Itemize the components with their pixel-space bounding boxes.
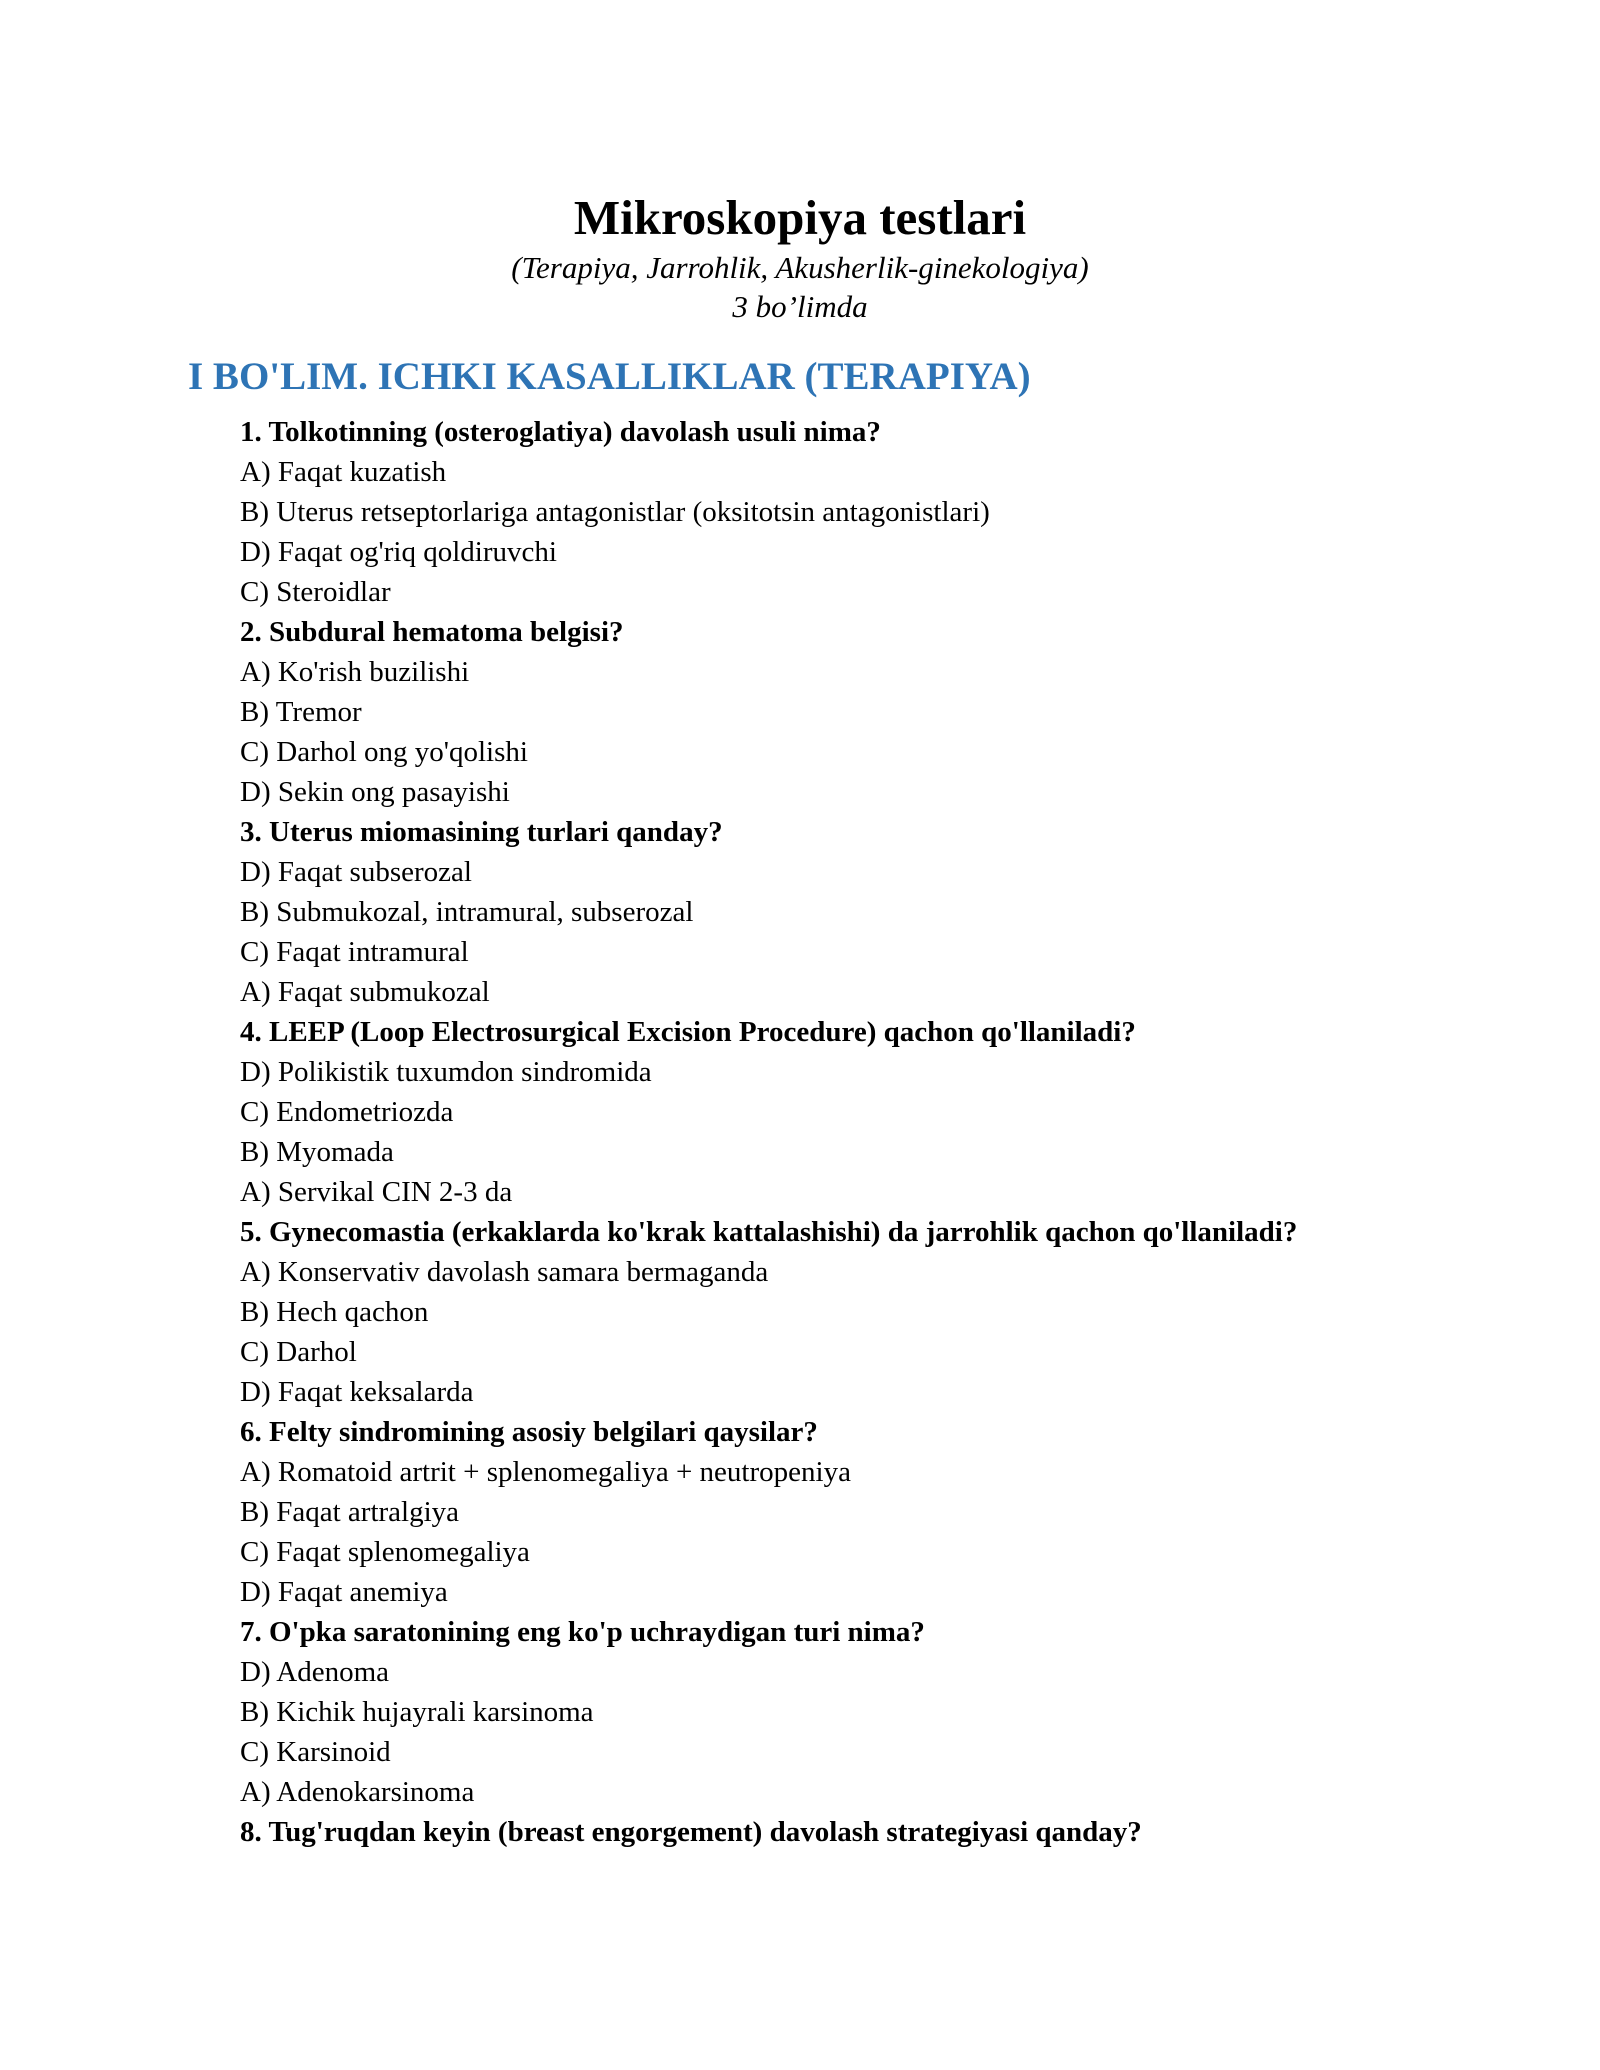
answer-option: C) Steroidlar (240, 576, 391, 608)
document-section-count: 3 bo’limda (732, 289, 868, 324)
answer-option: B) Myomada (240, 1136, 394, 1168)
answer-option: D) Polikistik tuxumdon sindromida (240, 1056, 652, 1088)
answer-option: D) Adenoma (240, 1656, 389, 1688)
answer-option: B) Submukozal, intramural, subserozal (240, 896, 694, 928)
answer-option: B) Tremor (240, 696, 362, 728)
question-list (240, 412, 1540, 1852)
question-text: 6. Felty sindromining asosiy belgilari qaysilar? (240, 1416, 818, 1448)
answer-option: B) Kichik hujayrali karsinoma (240, 1696, 594, 1728)
question-text: 8. Tug'ruqdan keyin (breast engorgement) davolash strategiyasi qanday? (240, 1816, 1142, 1848)
answer-option: D) Faqat keksalarda (240, 1376, 474, 1408)
document-subtitle: (Terapiya, Jarrohlik, Akusherlik-ginekologiya) (511, 250, 1089, 285)
answer-option: C) Faqat splenomegaliya (240, 1536, 530, 1568)
section-heading: I BO'LIM. ICHKI KASALLIKLAR (TERAPIYA) (188, 355, 1031, 398)
answer-option: C) Karsinoid (240, 1736, 391, 1768)
answer-option: A) Romatoid artrit + splenomegaliya + neutropeniya (240, 1456, 851, 1488)
question-text: 5. Gynecomastia (erkaklarda ko'krak kattalashishi) da jarrohlik qachon qo'llaniladi? (240, 1216, 1298, 1248)
answer-option: B) Faqat artralgiya (240, 1496, 460, 1528)
question-text: 3. Uterus miomasining turlari qanday? (240, 816, 723, 848)
answer-option: A) Ko'rish buzilishi (240, 656, 470, 688)
answer-option: C) Darhol (240, 1336, 357, 1368)
answer-option: C) Faqat intramural (240, 936, 469, 968)
answer-option: A) Konservativ davolash samara bermaganda (240, 1256, 769, 1288)
answer-option: A) Faqat submukozal (240, 976, 490, 1008)
answer-option: D) Faqat anemiya (240, 1576, 448, 1608)
answer-option: D) Faqat subserozal (240, 856, 472, 888)
question-text: 4. LEEP (Loop Electrosurgical Excision Procedure) qachon qo'llaniladi? (240, 1016, 1136, 1048)
answer-option: A) Servikal CIN 2-3 da (240, 1176, 513, 1208)
answer-option: D) Sekin ong pasayishi (240, 776, 510, 808)
answer-option: A) Faqat kuzatish (240, 456, 447, 488)
answer-option: D) Faqat og'riq qoldiruvchi (240, 536, 557, 568)
answer-option: B) Uterus retseptorlariga antagonistlar (oksitotsin antagonistlari) (240, 496, 990, 528)
question-text: 1. Tolkotinning (osteroglatiya) davolash usuli nima? (240, 416, 881, 448)
answer-option: B) Hech qachon (240, 1296, 429, 1328)
answer-option: C) Endometriozda (240, 1096, 454, 1128)
document-title: Mikroskopiya testlari (573, 190, 1027, 245)
answer-option: C) Darhol ong yo'qolishi (240, 736, 528, 768)
answer-option: A) Adenokarsinoma (240, 1776, 475, 1808)
question-text: 7. O'pka saratonining eng ko'p uchraydigan turi nima? (240, 1616, 925, 1648)
question-text: 2. Subdural hematoma belgisi? (240, 616, 624, 648)
